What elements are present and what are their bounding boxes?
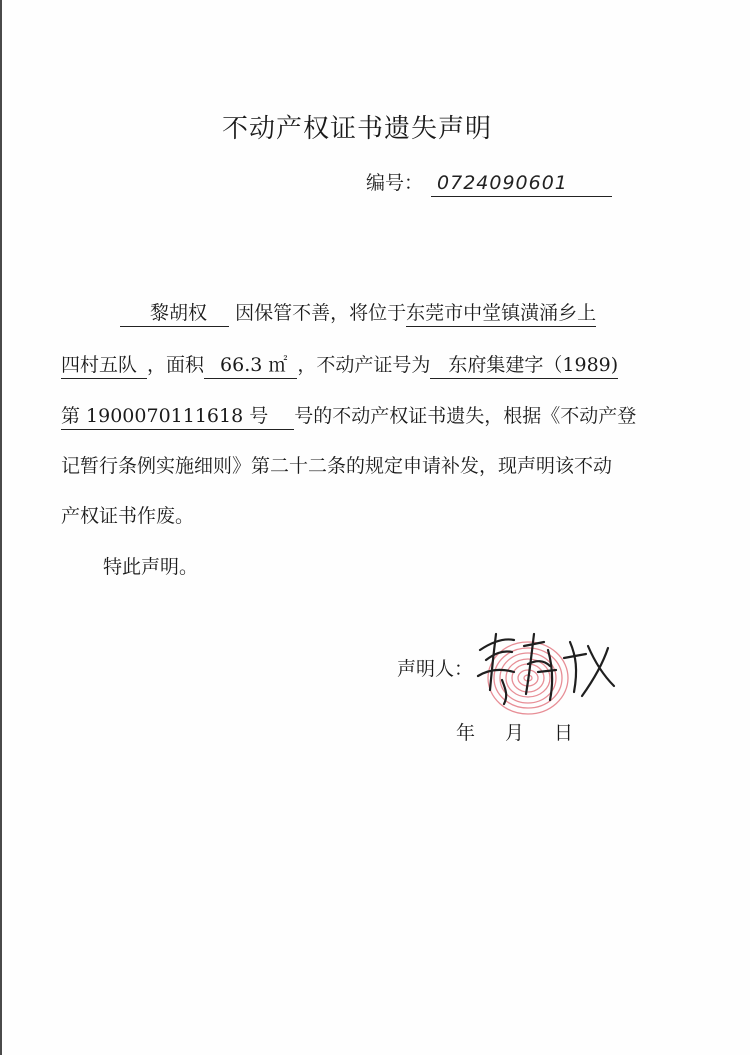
date-month: 月	[505, 722, 525, 744]
scan-edge	[0, 0, 2, 1055]
document-title: 不动产权证书遗失声明	[221, 114, 492, 144]
owner-name: 黎胡权	[120, 300, 229, 327]
date-year: 年	[456, 722, 476, 744]
area-value: 66.3 ㎡	[204, 352, 297, 379]
number-label: 编号：	[366, 172, 424, 194]
location-part-1: 东莞市中堂镇潢涌乡上	[406, 300, 596, 327]
body-line-1: 黎胡权 因保管不善，将位于东莞市中堂镇潢涌乡上	[120, 298, 596, 328]
body-line-5: 产权证书作废。	[61, 505, 195, 527]
cert-number-part-2: 第 1900070111618 号	[61, 403, 294, 430]
location-part-2: 四村五队	[61, 352, 147, 379]
date-line	[456, 718, 603, 745]
cert-number-part-1: 东府集建字（1989)	[430, 352, 618, 379]
date-day: 日	[554, 722, 574, 744]
declarant-label: 声明人：	[397, 658, 474, 680]
closing-statement: 特此声明。	[103, 556, 199, 578]
handwritten-signature	[472, 620, 622, 720]
body-line-2: 四村五队 ，面积 66.3 ㎡ ，不动产证号为 东府集建字（1989)	[61, 350, 618, 380]
number-value: 0724090601	[431, 172, 612, 197]
body-line-3: 第 1900070111618 号 号的不动产权证书遗失，根据《不动产登	[61, 401, 636, 431]
certificate-number	[366, 170, 612, 196]
body-line-4: 记暂行条例实施细则》第二十二条的规定申请补发，现声明该不动	[61, 455, 613, 477]
